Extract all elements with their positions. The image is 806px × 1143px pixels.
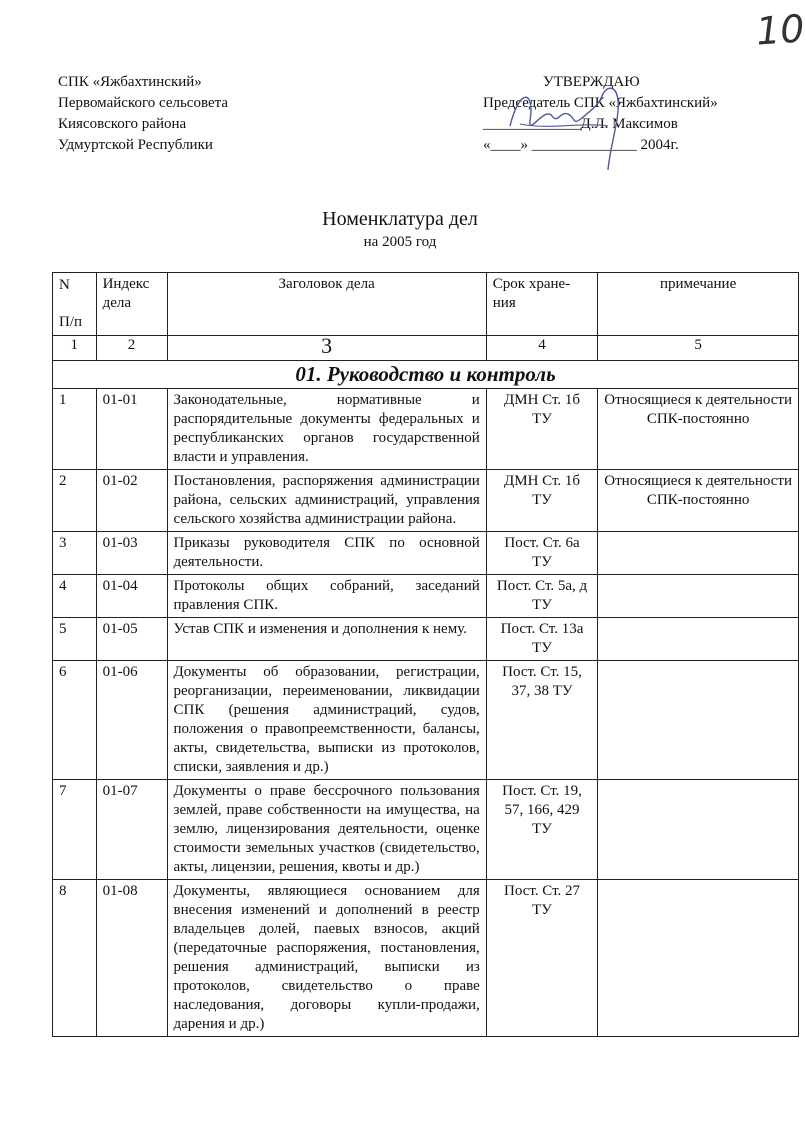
row-retention: Пост. Ст. 6а ТУ (486, 532, 597, 575)
row-number: 7 (53, 780, 97, 880)
row-index: 01-07 (96, 780, 167, 880)
org-line: Удмуртской Республики (58, 137, 213, 153)
table-row (53, 780, 799, 880)
org-line: СПК «Яжбахтинский» (58, 74, 202, 90)
row-index: 01-01 (96, 389, 167, 470)
row-note (598, 880, 799, 1037)
row-title: Документы о праве бессрочного пользования землей, праве собственности на имущества, на землю, лицензирования деятельности, оценке стоимости земельных участков (свидетельство, акты, лицензии, решения, квоты и др.) (167, 780, 486, 880)
row-index: 01-08 (96, 880, 167, 1037)
approval-date: «____» ______________ 2004г. (483, 137, 679, 153)
document-subtitle: на 2005 год (363, 234, 437, 250)
row-title: Приказы руководителя СПК по основной деятельности. (167, 532, 486, 575)
row-note (598, 661, 799, 780)
row-number: 2 (53, 470, 97, 532)
header-retention: Срок хране-ния (486, 273, 597, 336)
row-number: 3 (53, 532, 97, 575)
row-retention: ДМН Ст. 1б ТУ (486, 389, 597, 470)
row-number: 5 (53, 618, 97, 661)
table-header-row (53, 273, 799, 336)
row-title: Постановления, распоряжения администрации района, сельских администраций, управления сельского хозяйства администрации района. (167, 470, 486, 532)
organization-block (58, 72, 228, 156)
org-line: Киясовского района (58, 116, 187, 132)
row-number: 6 (53, 661, 97, 780)
col-number: 4 (486, 336, 597, 361)
column-numbers-row (53, 336, 799, 361)
nomenclature-table (52, 272, 799, 1037)
col-number: 2 (96, 336, 167, 361)
table-row (53, 575, 799, 618)
section-title: 01. Руководство и контроль (53, 361, 799, 389)
table-row (53, 661, 799, 780)
col-number: 3 (167, 336, 486, 361)
row-title: Протоколы общих собраний, заседаний правления СПК. (167, 575, 486, 618)
header-number-top: N (59, 277, 70, 293)
header-number (53, 273, 97, 336)
row-note (598, 618, 799, 661)
row-note: Относящиеся к деятельности СПК-постоянно (598, 470, 799, 532)
row-retention: Пост. Ст. 19, 57, 166, 429 ТУ (486, 780, 597, 880)
row-index: 01-05 (96, 618, 167, 661)
table-row (53, 880, 799, 1037)
header-heading: Заголовок дела (167, 273, 486, 336)
row-number: 1 (53, 389, 97, 470)
row-index: 01-04 (96, 575, 167, 618)
document-title: Номенклатура дел (322, 208, 478, 230)
row-title: Документы об образовании, регистрации, реорганизации, переименовании, ликвидации СПК (решения администраций, судов, положения о правопреемственности, балансы, акты, свидетельства, выписки из протоколов, списки, заявления и др.) (167, 661, 486, 780)
row-title: Устав СПК и изменения и дополнения к нему. (167, 618, 486, 661)
row-index: 01-02 (96, 470, 167, 532)
row-title: Законодательные, нормативные и распорядительные документы федеральных и республиканских органов государственной власти и управления. (167, 389, 486, 470)
row-index: 01-03 (96, 532, 167, 575)
approval-block (483, 72, 803, 156)
row-number: 8 (53, 880, 97, 1037)
col-number: 1 (53, 336, 97, 361)
row-retention: Пост. Ст. 5а, д ТУ (486, 575, 597, 618)
col-number: 5 (598, 336, 799, 361)
approval-position: Председатель СПК «Яжбахтинский» (483, 95, 718, 111)
row-retention: ДМН Ст. 1б ТУ (486, 470, 597, 532)
row-note (598, 780, 799, 880)
table-row (53, 389, 799, 470)
table-row (53, 532, 799, 575)
table-row (53, 470, 799, 532)
header-index: Индекс дела (96, 273, 167, 336)
row-title: Документы, являющиеся основанием для внесения изменений и дополнений в реестр владельцев долей, паевых взносов, акций (передаточные распоряжения, постановления, решения администраций, выписки из протоколов, свидетельство о праве наследования, договоры купли-продажи, дарения и др.) (167, 880, 486, 1037)
page-number: 10 (754, 6, 806, 54)
row-note: Относящиеся к деятельности СПК-постоянно (598, 389, 799, 470)
table-row (53, 618, 799, 661)
header-note: примечание (598, 273, 799, 336)
row-number: 4 (53, 575, 97, 618)
approval-signer: _____________Д.Л. Максимов (483, 116, 678, 132)
section-row (53, 361, 799, 389)
header-number-bottom: П/п (59, 314, 83, 330)
row-note (598, 532, 799, 575)
org-line: Первомайского сельсовета (58, 95, 229, 111)
row-index: 01-06 (96, 661, 167, 780)
row-note (598, 575, 799, 618)
row-retention: Пост. Ст. 13а ТУ (486, 618, 597, 661)
row-retention: Пост. Ст. 27 ТУ (486, 880, 597, 1037)
approval-title: УТВЕРЖДАЮ (543, 74, 640, 90)
row-retention: Пост. Ст. 15, 37, 38 ТУ (486, 661, 597, 780)
